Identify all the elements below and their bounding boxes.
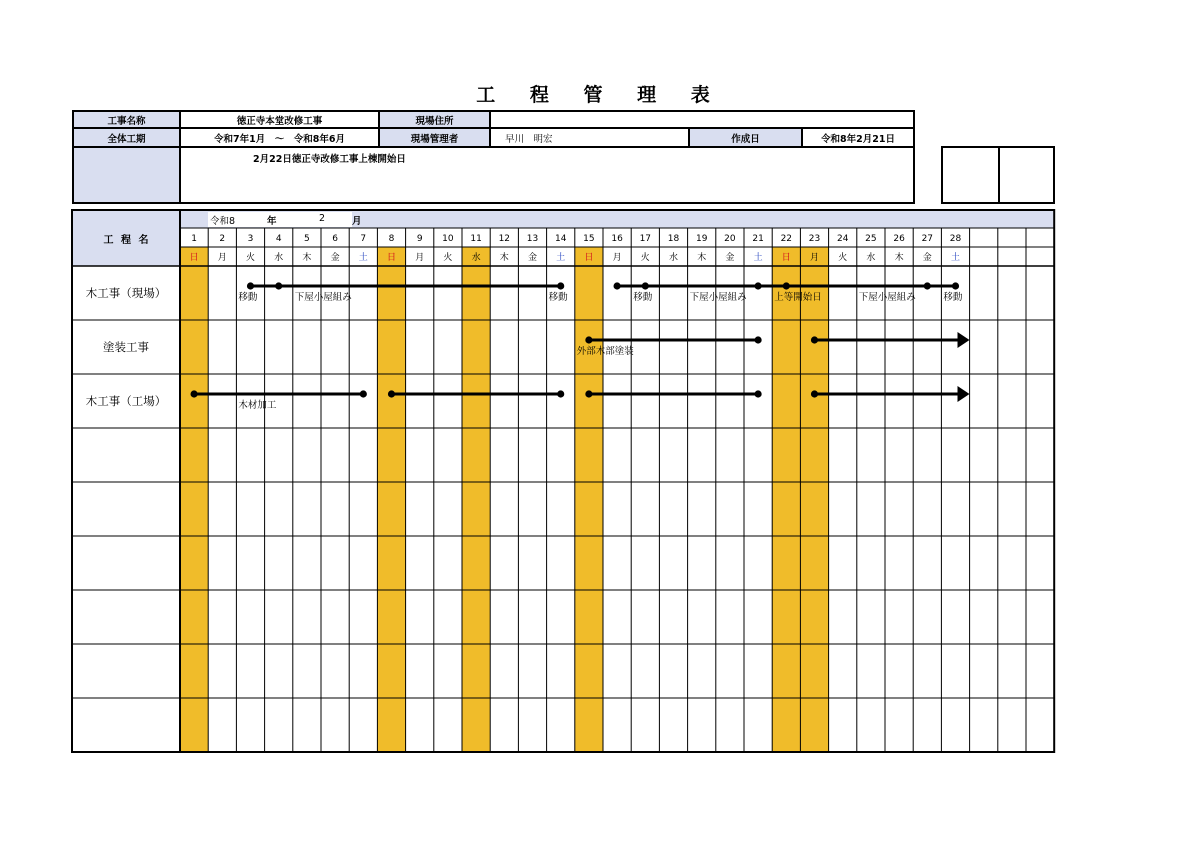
day-number: 1 (191, 234, 197, 244)
milestone-dot (191, 390, 198, 397)
weekday-label: 木 (499, 253, 509, 263)
day-number: 16 (611, 234, 623, 244)
day-number: 18 (667, 234, 680, 244)
bar-label: 移動 (548, 292, 568, 303)
weekday-label: 火 (443, 253, 453, 263)
milestone-dot (614, 282, 621, 289)
weekday-label: 水 (274, 253, 284, 263)
year-unit: 年 (267, 216, 277, 227)
bar-label: 上等開始日 (774, 292, 822, 303)
milestone-dot (755, 390, 762, 397)
project-name-label: 工事名称 (72, 110, 181, 129)
milestone-dot (557, 282, 564, 289)
bar-label: 木材加工 (238, 400, 277, 411)
day-number: 9 (416, 234, 423, 244)
day-number: 5 (304, 234, 310, 244)
milestone-dot (755, 282, 762, 289)
day-number: 26 (893, 234, 905, 244)
bar-label: 外部木部塗装 (576, 346, 634, 357)
bar-label: 下屋小屋組み (294, 292, 352, 303)
process-name: 木工事（現場） (85, 286, 167, 300)
milestone-dot (811, 390, 818, 397)
weekday-label: 金 (725, 253, 735, 263)
day-number: 2 (219, 234, 226, 244)
bar-arrow-head (958, 386, 970, 402)
day-number: 11 (470, 234, 482, 244)
weekday-label: 金 (527, 253, 538, 263)
day-number: 22 (780, 234, 793, 244)
day-number: 14 (554, 234, 567, 244)
milestone-dot (924, 282, 931, 289)
weekday-label: 火 (838, 253, 848, 263)
weekday-label: 木 (697, 253, 707, 263)
project-name-value: 徳正寺本堂改修工事 (179, 110, 380, 129)
weekday-label: 日 (189, 253, 199, 263)
holiday-column (377, 247, 405, 752)
created-date-value: 令和8年2月21日 (801, 127, 915, 148)
day-number: 23 (808, 234, 821, 244)
weekday-label: 水 (668, 253, 679, 263)
weekday-label: 月 (612, 253, 622, 263)
process-name: 木工事（工場） (85, 394, 167, 408)
milestone-dot (388, 390, 395, 397)
day-number: 7 (360, 234, 367, 244)
day-number: 4 (275, 234, 282, 244)
bar-label: 移動 (238, 292, 258, 303)
bar-label: 下屋小屋組み (858, 292, 916, 303)
process-name: 塗装工事 (103, 340, 149, 354)
weekday-label: 日 (584, 253, 594, 263)
holiday-column (800, 247, 828, 752)
weekday-label: 土 (358, 253, 368, 263)
remarks-value: 2月22日徳正寺改修工事上棟開始日 (179, 146, 915, 204)
bar-label: 移動 (943, 292, 963, 303)
day-number: 25 (865, 234, 877, 244)
weekday-label: 土 (753, 253, 763, 263)
milestone-dot (585, 336, 592, 343)
day-number: 20 (724, 234, 736, 244)
process-name-header: 工 程 名 (103, 235, 151, 246)
holiday-column (180, 247, 208, 752)
weekday-label: 月 (415, 253, 425, 263)
bar-arrow-head (958, 332, 970, 348)
weekday-label: 水 (866, 253, 876, 263)
day-number: 24 (836, 234, 849, 244)
weekday-label: 土 (556, 253, 566, 263)
weekday-label: 日 (781, 253, 791, 263)
day-number: 12 (498, 234, 511, 244)
site-manager-label: 現場管理者 (378, 127, 491, 148)
weekday-label: 金 (330, 253, 340, 263)
milestone-dot (275, 282, 282, 289)
day-number: 8 (388, 234, 395, 244)
weekday-label: 月 (217, 253, 227, 263)
milestone-dot (247, 282, 254, 289)
milestone-dot (557, 390, 564, 397)
milestone-dot (755, 336, 762, 343)
day-number: 21 (752, 234, 764, 244)
bar-label: 移動 (633, 292, 653, 303)
holiday-column (772, 247, 800, 752)
era-year: 令和8 (210, 216, 236, 227)
day-number: 19 (695, 234, 708, 244)
day-number: 27 (921, 234, 934, 244)
weekday-label: 木 (302, 253, 312, 263)
site-address-label: 現場住所 (378, 110, 491, 129)
weekday-label: 水 (471, 253, 481, 263)
weekday-label: 月 (809, 253, 820, 263)
weekday-label: 火 (640, 253, 650, 263)
holiday-column (462, 247, 490, 752)
created-date-label: 作成日 (688, 127, 803, 148)
month-number: 2 (319, 213, 326, 224)
milestone-dot (952, 282, 959, 289)
day-number: 3 (247, 234, 254, 244)
bar-label: 下屋小屋組み (689, 292, 747, 303)
day-number: 15 (583, 234, 595, 244)
weekday-label: 火 (245, 253, 256, 263)
weekday-label: 土 (950, 253, 961, 263)
period-label: 全体工期 (72, 127, 181, 148)
day-number: 6 (332, 234, 338, 244)
milestone-dot (783, 282, 790, 289)
day-number: 13 (526, 234, 539, 244)
weekday-label: 金 (922, 253, 932, 263)
weekday-label: 木 (894, 253, 904, 263)
site-manager-value: 早川 明宏 (489, 127, 690, 148)
day-number: 28 (949, 234, 962, 244)
milestone-dot (360, 390, 367, 397)
month-unit: 月 (352, 216, 362, 227)
holiday-column (575, 247, 603, 752)
period-value: 令和7年1月 ～ 令和8年6月 (179, 127, 380, 148)
weekday-label: 日 (386, 253, 397, 263)
milestone-dot (811, 336, 818, 343)
page-title: 工 程 管 理 表 (476, 84, 724, 106)
milestone-dot (642, 282, 649, 289)
milestone-dot (585, 390, 592, 397)
day-number: 17 (639, 234, 652, 244)
day-number: 10 (442, 234, 454, 244)
